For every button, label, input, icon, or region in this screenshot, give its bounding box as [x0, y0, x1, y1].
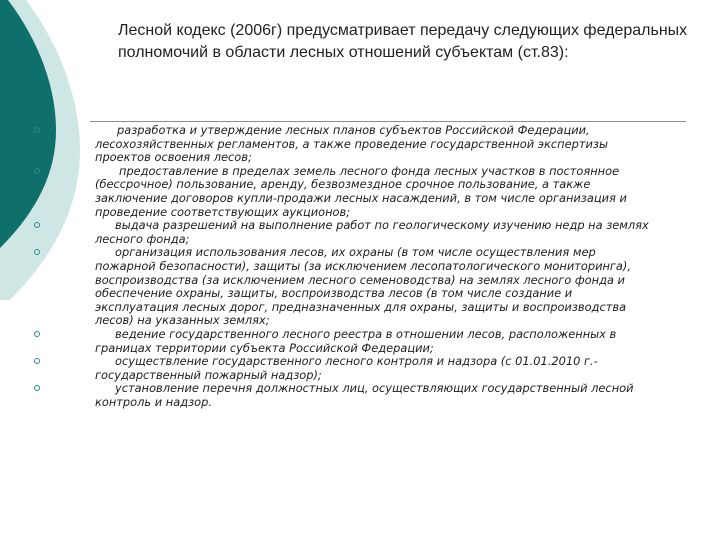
list-item-text: осуществление государственного лесного контроля и надзора (с 01.01.2010 г.-государственный пожарный надзор); [95, 354, 598, 382]
circle-bullet-icon [34, 358, 40, 364]
circle-bullet-icon [34, 168, 40, 174]
slide-decoration [0, 0, 90, 300]
list-item [95, 382, 655, 409]
circle-bullet-icon [34, 331, 40, 337]
slide-title: Лесной кодекс (2006г) предусматривает передачу следующих федеральных полномочий в области лесных отношений субъектам (ст.83): [118, 22, 688, 61]
list-item [95, 219, 655, 246]
list-item-text: предоставление в пределах земель лесного фонда лесных участков в постоянное (бессрочное) пользование, аренду, безвозмездное срочное пользование, а также заключение договоров купли-продажи лесных насаждений, в том числе организация и проведение соответствующих аукционов; [95, 163, 627, 219]
list-item-text: организация использования лесов, их охраны (в том числе осуществления мер пожарной безопасности), защиты (за исключением лесопатологического мониторинга), воспроизводства (за исключением лесного семеноводства) на землях лесного фонда и обеспечение охраны, защиты, воспроизводства лесов (в том числе создание и эксплуатация лесных дорог, предназначенных для охраны, защиты и воспроизводства лесов) на указанных землях; [95, 245, 631, 328]
list-item [95, 124, 655, 165]
circle-bullet-icon [34, 127, 40, 133]
list-item [95, 355, 655, 382]
list-item-text: ведение государственного лесного реестра в отношении лесов, расположенных в границах территории субъекта Российской Федерации; [95, 326, 617, 355]
list-item [95, 246, 655, 328]
title-divider [90, 121, 686, 122]
list-item-text: выдача разрешений на выполнение работ по геологическому изучению недр на землях лесного фонда; [95, 218, 649, 246]
powers-list [95, 124, 655, 409]
circle-bullet-icon [34, 385, 40, 391]
list-item-text: установление перечня должностных лиц, осуществляющих государственный лесной контроль и надзор. [95, 381, 634, 409]
list-item-text: разработка и утверждение лесных планов субъектов Российской Федерации, лесохозяйственных регламентов, а также проведение государственной экспертизы проектов освоения лесов; [95, 123, 608, 165]
list-item [95, 165, 655, 219]
list-item [95, 328, 655, 355]
